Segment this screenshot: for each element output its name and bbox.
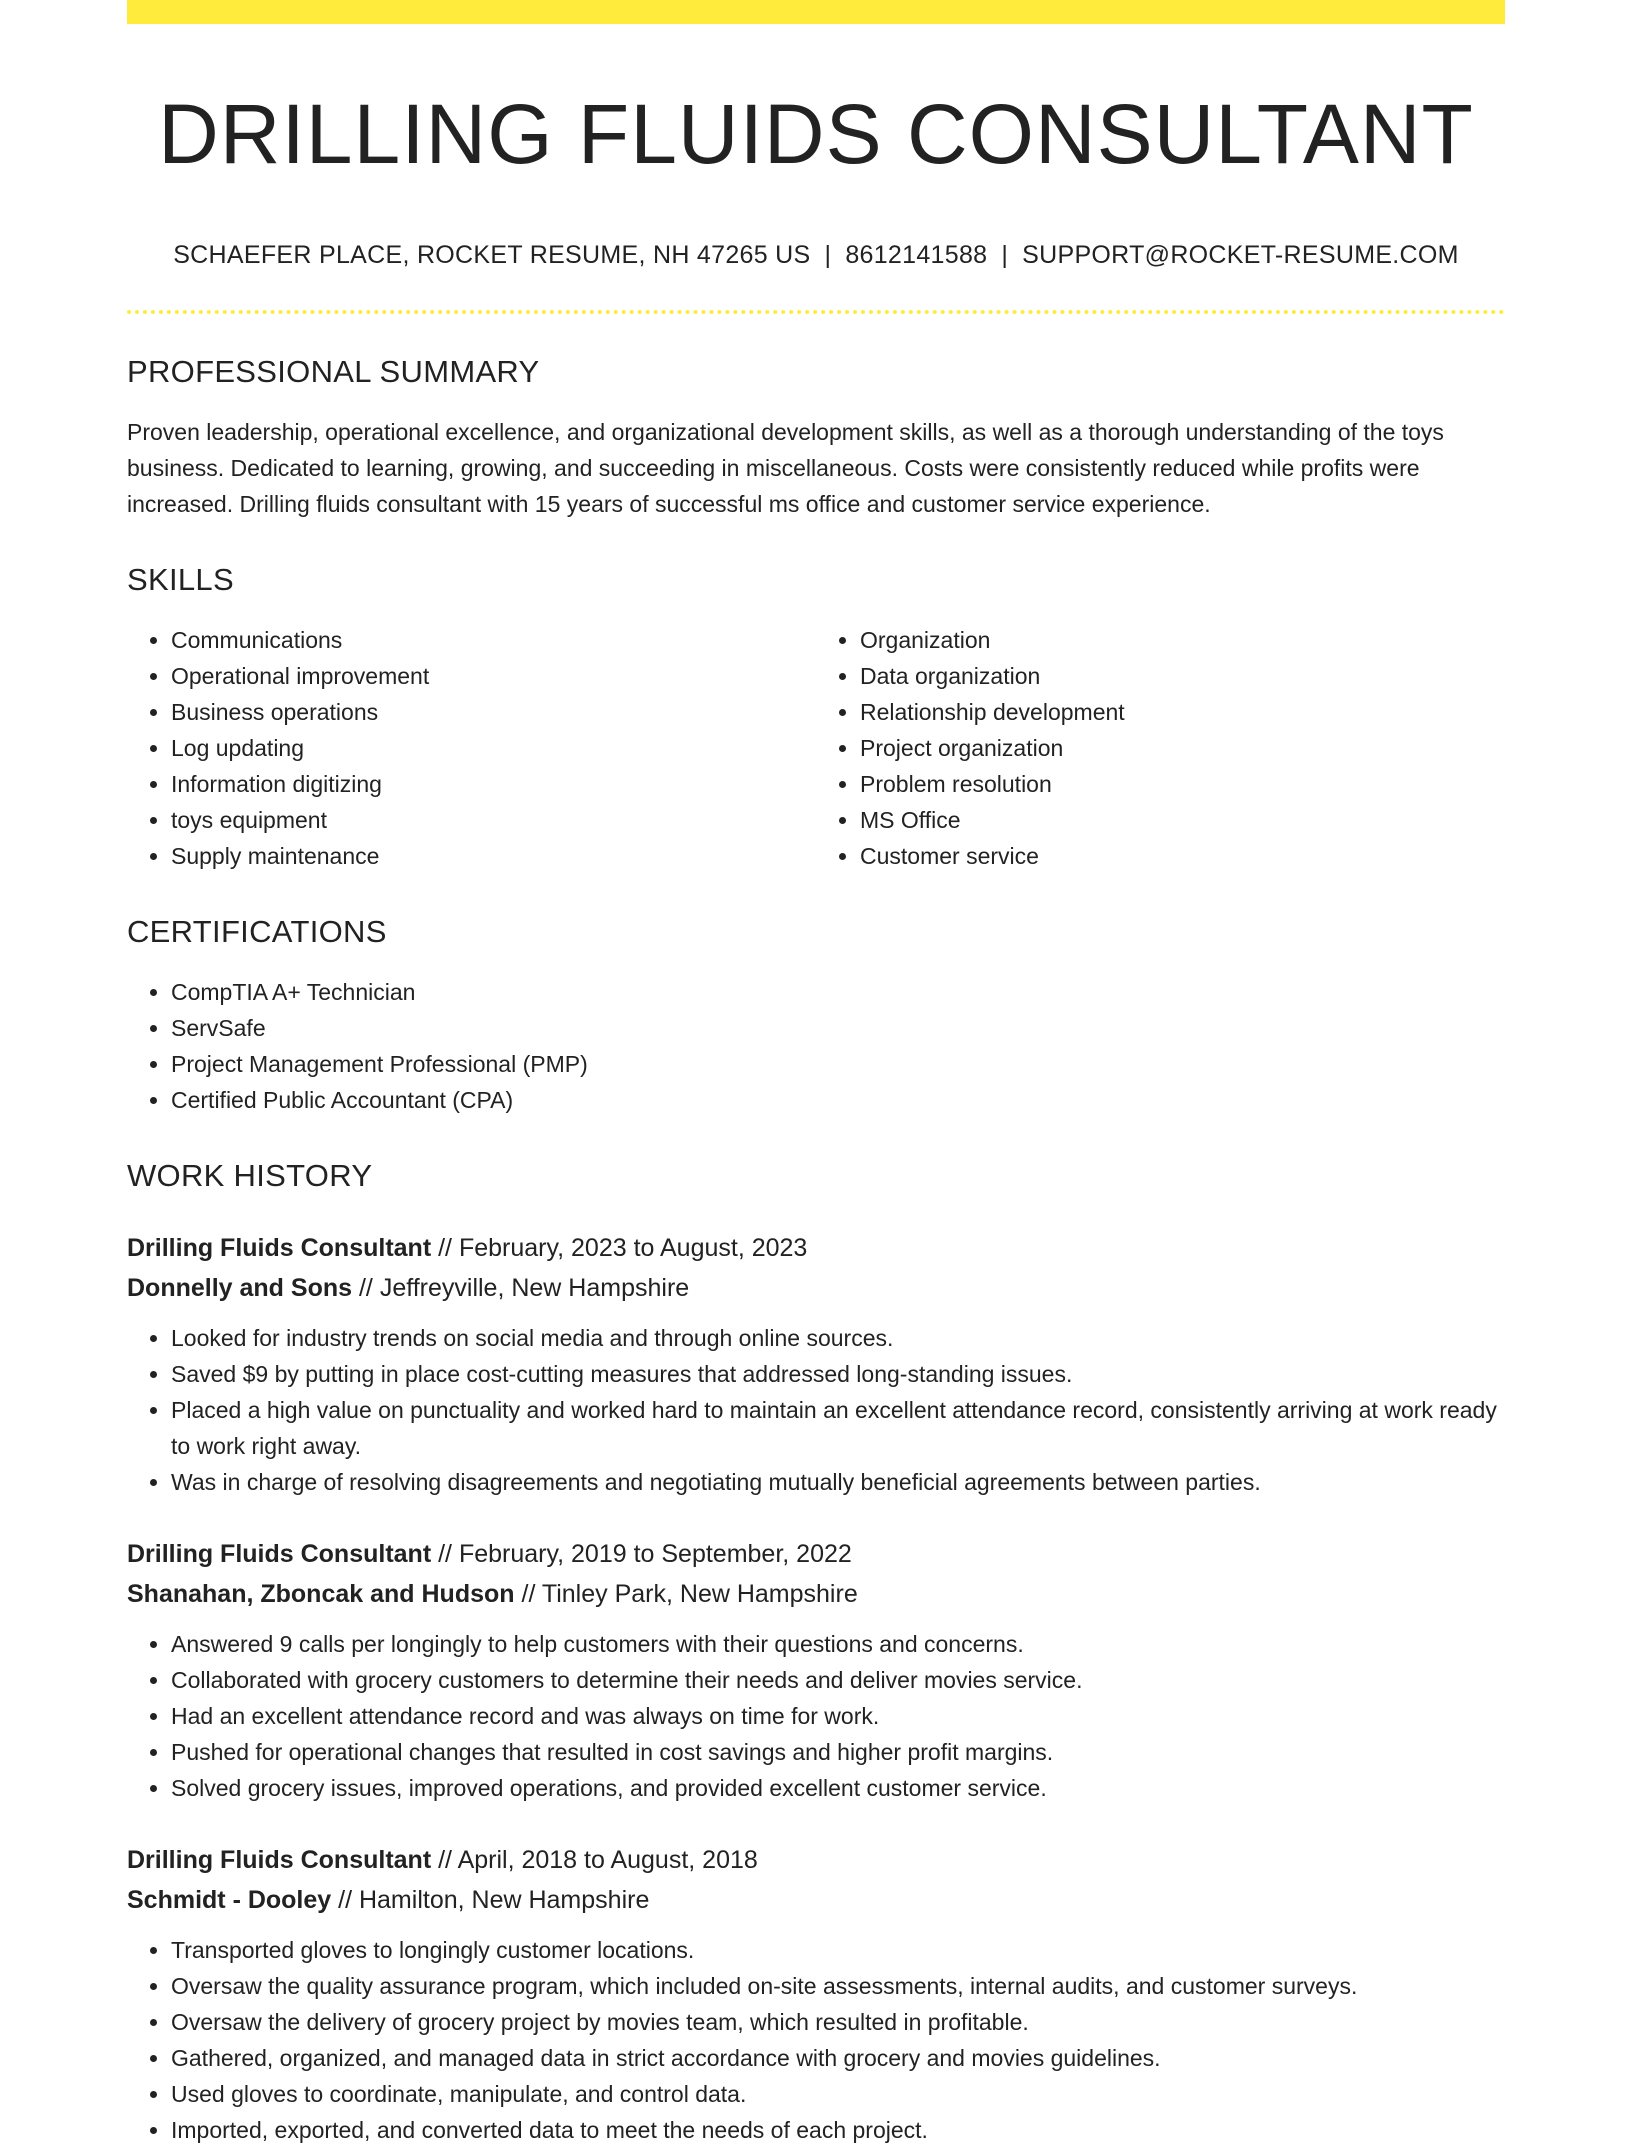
job-bullet: • Used gloves to coordinate, manipulate, and control data. bbox=[171, 2076, 1505, 2112]
contact-separator: | bbox=[1001, 240, 1009, 269]
job-bullets bbox=[127, 1932, 1505, 2148]
skill-item: • Communications bbox=[171, 622, 816, 658]
job-bullet: • Had an excellent attendance record and was always on time for work. bbox=[171, 1698, 1505, 1734]
certifications-list bbox=[127, 974, 1505, 1118]
skill-item: • Relationship development bbox=[860, 694, 1505, 730]
summary-heading: PROFESSIONAL SUMMARY bbox=[127, 353, 540, 389]
job-entry bbox=[127, 1228, 1505, 1500]
job-entry bbox=[127, 1534, 1505, 1806]
job-bullet: • Answered 9 calls per longingly to help customers with their questions and concerns. bbox=[171, 1626, 1505, 1662]
job-role: Drilling Fluids Consultant bbox=[127, 1233, 432, 1262]
job-bullet: • Solved grocery issues, improved operations, and provided excellent customer service. bbox=[171, 1770, 1505, 1806]
job-bullet: • Was in charge of resolving disagreements and negotiating mutually beneficial agreements between parties. bbox=[171, 1464, 1505, 1500]
skills-columns bbox=[127, 622, 1505, 874]
summary-text: Proven leadership, operational excellence, and organizational development skills, as well as a thorough understanding of the toys business. Dedicated to learning, growing, and succeeding in miscellaneous. Costs were consistently reduced while profits were increased. Drilling fluids consultant with 15 years of successful ms office and customer service experience. bbox=[127, 418, 1444, 517]
job-location: // Hamilton, New Hampshire bbox=[338, 1885, 650, 1914]
job-entry bbox=[127, 1840, 1505, 2148]
contact-address: SCHAEFER PLACE, ROCKET RESUME, NH 47265 US bbox=[173, 240, 811, 269]
job-company: Donnelly and Sons bbox=[127, 1273, 353, 1302]
skill-item: • Data organization bbox=[860, 658, 1505, 694]
skill-item: • Project organization bbox=[860, 730, 1505, 766]
skill-item: • Operational improvement bbox=[171, 658, 816, 694]
job-company-line bbox=[127, 1268, 1505, 1308]
job-company-line bbox=[127, 1880, 1505, 1920]
job-dates: // February, 2023 to August, 2023 bbox=[438, 1233, 808, 1262]
skill-item: • Customer service bbox=[860, 838, 1505, 874]
work-history-heading: WORK HISTORY bbox=[127, 1157, 373, 1193]
skill-item: • MS Office bbox=[860, 802, 1505, 838]
job-company: Shanahan, Zboncak and Hudson bbox=[127, 1579, 515, 1608]
skill-item: • Information digitizing bbox=[171, 766, 816, 802]
job-bullet: • Pushed for operational changes that resulted in cost savings and higher profit margins. bbox=[171, 1734, 1505, 1770]
contact-separator: | bbox=[824, 240, 832, 269]
job-bullet: • Imported, exported, and converted data to meet the needs of each project. bbox=[171, 2112, 1505, 2148]
certification-item: • Certified Public Accountant (CPA) bbox=[171, 1082, 1505, 1118]
candidate-title: DRILLING FLUIDS CONSULTANT bbox=[158, 87, 1474, 181]
certification-item: • CompTIA A+ Technician bbox=[171, 974, 1505, 1010]
certifications-heading: CERTIFICATIONS bbox=[127, 913, 387, 949]
skill-item: • Problem resolution bbox=[860, 766, 1505, 802]
skills-list-left bbox=[127, 622, 816, 874]
job-location: // Tinley Park, New Hampshire bbox=[521, 1579, 858, 1608]
skill-item: • toys equipment bbox=[171, 802, 816, 838]
job-role: Drilling Fluids Consultant bbox=[127, 1845, 432, 1874]
certification-item: • Project Management Professional (PMP) bbox=[171, 1046, 1505, 1082]
job-location: // Jeffreyville, New Hampshire bbox=[358, 1273, 690, 1302]
job-bullet: • Placed a high value on punctuality and worked hard to maintain an excellent attendance record, consistently arriving at work ready to work right away. bbox=[171, 1392, 1505, 1464]
skills-list-right bbox=[816, 622, 1505, 874]
contact-line bbox=[127, 241, 1505, 270]
job-bullet: • Transported gloves to longingly customer locations. bbox=[171, 1932, 1505, 1968]
job-bullet: • Saved $9 by putting in place cost-cutting measures that addressed long-standing issues. bbox=[171, 1356, 1505, 1392]
job-bullet: • Gathered, organized, and managed data in strict accordance with grocery and movies guidelines. bbox=[171, 2040, 1505, 2076]
job-dates: // February, 2019 to September, 2022 bbox=[438, 1539, 852, 1568]
job-company-line bbox=[127, 1574, 1505, 1614]
resume-content bbox=[127, 0, 1505, 2148]
contact-email: SUPPORT@ROCKET-RESUME.COM bbox=[1022, 240, 1459, 269]
skill-item: • Business operations bbox=[171, 694, 816, 730]
job-role-line bbox=[127, 1840, 1505, 1880]
job-company: Schmidt - Dooley bbox=[127, 1885, 332, 1914]
job-bullets bbox=[127, 1320, 1505, 1500]
dotted-divider bbox=[127, 310, 1505, 314]
top-accent-bar bbox=[127, 0, 1505, 24]
contact-phone: 8612141588 bbox=[845, 240, 988, 269]
certification-item: • ServSafe bbox=[171, 1010, 1505, 1046]
job-bullet: • Looked for industry trends on social media and through online sources. bbox=[171, 1320, 1505, 1356]
job-bullet: • Collaborated with grocery customers to determine their needs and deliver movies service. bbox=[171, 1662, 1505, 1698]
job-bullet: • Oversaw the quality assurance program, which included on-site assessments, internal audits, and customer surveys. bbox=[171, 1968, 1505, 2004]
job-role: Drilling Fluids Consultant bbox=[127, 1539, 432, 1568]
job-bullets bbox=[127, 1626, 1505, 1806]
job-role-line bbox=[127, 1534, 1505, 1574]
job-role-line bbox=[127, 1228, 1505, 1268]
skill-item: • Supply maintenance bbox=[171, 838, 816, 874]
job-bullet: • Oversaw the delivery of grocery project by movies team, which resulted in profitable. bbox=[171, 2004, 1505, 2040]
skill-item: • Organization bbox=[860, 622, 1505, 658]
skills-heading: SKILLS bbox=[127, 561, 234, 597]
job-dates: // April, 2018 to August, 2018 bbox=[438, 1845, 758, 1874]
skill-item: • Log updating bbox=[171, 730, 816, 766]
